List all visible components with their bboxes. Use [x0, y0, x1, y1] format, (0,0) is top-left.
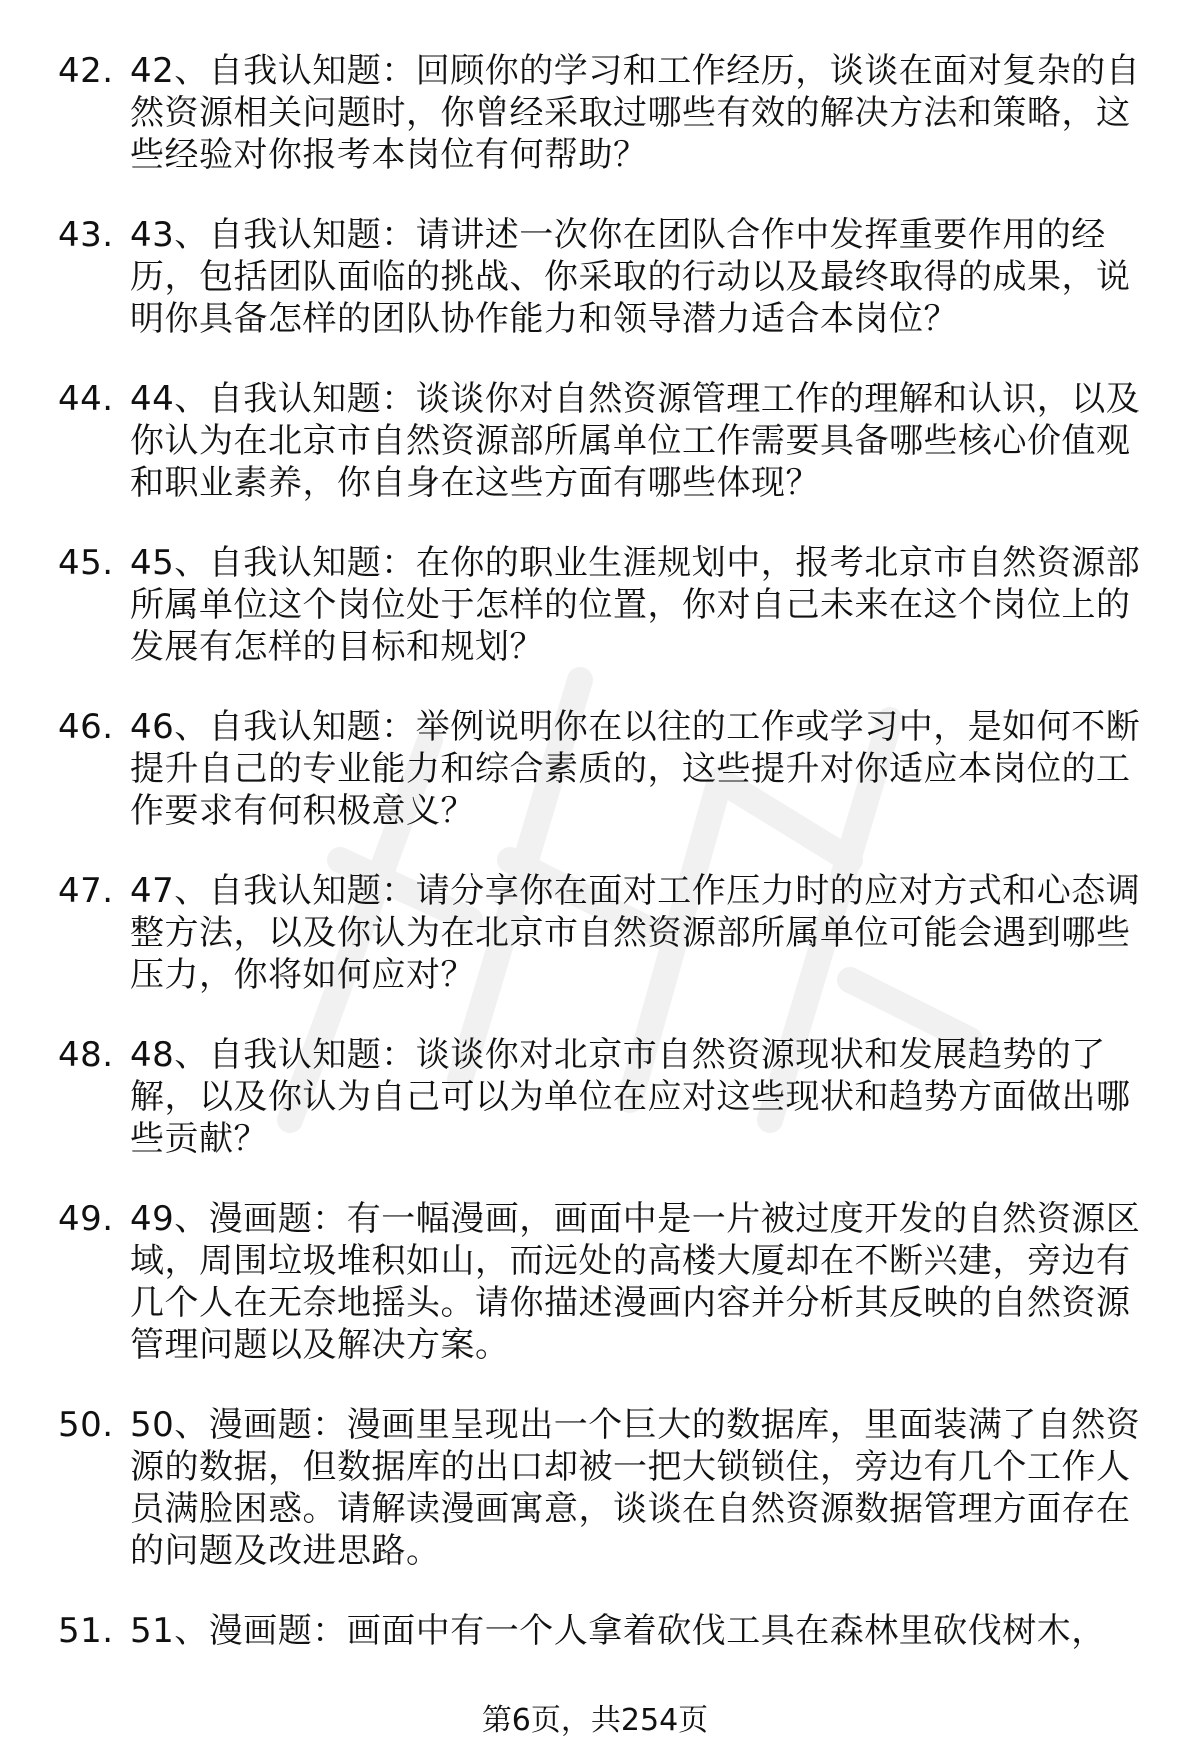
list-item	[58, 1198, 1158, 1366]
question-number: 47.	[58, 871, 114, 911]
list-item	[58, 214, 1158, 340]
question-text: 45、自我认知题：在你的职业生涯规划中，报考北京市自然资源部所属单位这个岗位处于怎样的位置，你对自己未来在这个岗位上的发展有怎样的目标和规划？	[130, 543, 1141, 667]
list-item	[58, 1610, 1158, 1652]
question-text: 42、自我认知题：回顾你的学习和工作经历，谈谈在面对复杂的自然资源相关问题时，你曾经采取过哪些有效的解决方法和策略，这些经验对你报考本岗位有何帮助？	[130, 51, 1141, 175]
question-number: 44.	[58, 379, 114, 419]
question-number: 43.	[58, 215, 114, 255]
question-number: 42.	[58, 51, 114, 91]
question-text: 51、漫画题：画面中有一个人拿着砍伐工具在森林里砍伐树木，	[130, 1611, 1106, 1651]
question-text: 43、自我认知题：请讲述一次你在团队合作中发挥重要作用的经历，包括团队面临的挑战、你采取的行动以及最终取得的成果，说明你具备怎样的团队协作能力和领导潜力适合本岗位？	[130, 215, 1131, 339]
question-number: 46.	[58, 707, 114, 747]
question-number: 49.	[58, 1199, 114, 1239]
question-number: 48.	[58, 1035, 114, 1075]
question-number: 50.	[58, 1405, 114, 1445]
question-number: 51.	[58, 1611, 114, 1651]
question-number: 45.	[58, 543, 114, 583]
list-item	[58, 870, 1158, 996]
list-item	[58, 1404, 1158, 1572]
list-item	[58, 706, 1158, 832]
question-text: 48、自我认知题：谈谈你对北京市自然资源现状和发展趋势的了解，以及你认为自己可以为单位在应对这些现状和趋势方面做出哪些贡献？	[130, 1035, 1131, 1159]
question-list	[58, 50, 1158, 1690]
question-text: 47、自我认知题：请分享你在面对工作压力时的应对方式和心态调整方法，以及你认为在北京市自然资源部所属单位可能会遇到哪些压力，你将如何应对？	[130, 871, 1141, 995]
question-text: 50、漫画题：漫画里呈现出一个巨大的数据库，里面装满了自然资源的数据，但数据库的出口却被一把大锁锁住，旁边有几个工作人员满脸困惑。请解读漫画寓意，谈谈在自然资源数据管理方面存在的问题及改进思路。	[130, 1405, 1141, 1571]
page-number-footer: 第6页，共254页	[481, 1703, 709, 1738]
question-text: 44、自我认知题：谈谈你对自然资源管理工作的理解和认识，以及你认为在北京市自然资源部所属单位工作需要具备哪些核心价值观和职业素养，你自身在这些方面有哪些体现？	[130, 379, 1141, 503]
question-text: 49、漫画题：有一幅漫画，画面中是一片被过度开发的自然资源区域，周围垃圾堆积如山，而远处的高楼大厦却在不断兴建，旁边有几个人在无奈地摇头。请你描述漫画内容并分析其反映的自然资源管理问题以及解决方案。	[130, 1199, 1141, 1365]
list-item	[58, 50, 1158, 176]
list-item	[58, 378, 1158, 504]
list-item	[58, 542, 1158, 668]
list-item	[58, 1034, 1158, 1160]
question-text: 46、自我认知题：举例说明你在以往的工作或学习中，是如何不断提升自己的专业能力和综合素质的，这些提升对你适应本岗位的工作要求有何积极意义？	[130, 707, 1141, 831]
